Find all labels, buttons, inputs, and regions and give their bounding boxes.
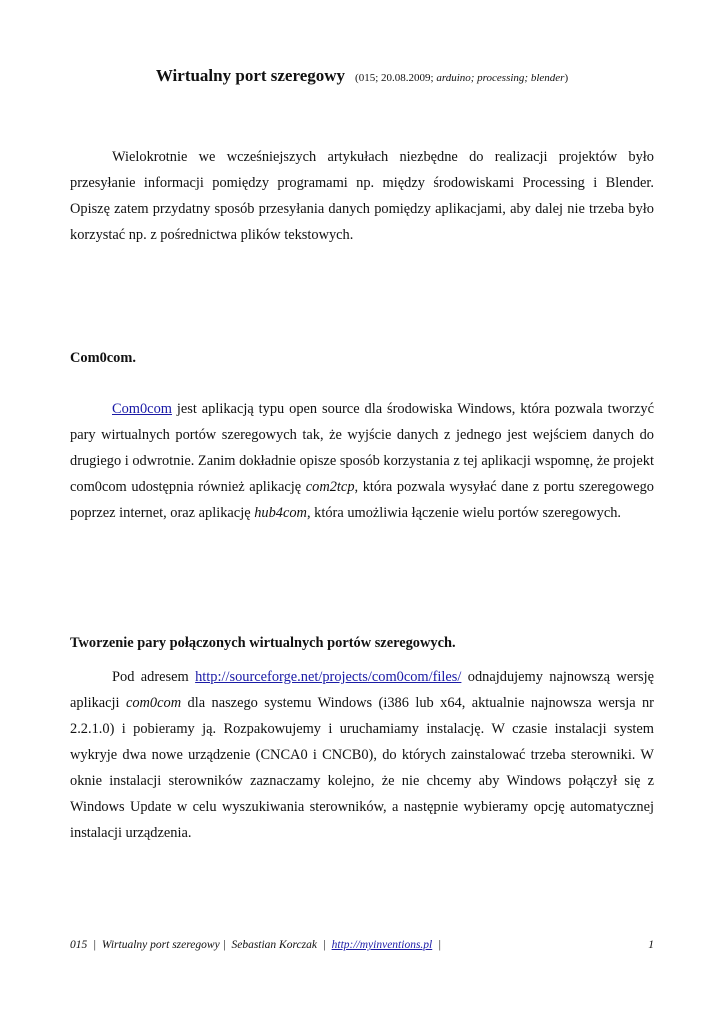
title-main: Wirtualny port szeregowy: [155, 66, 346, 85]
title-meta-tags: arduino; processing; blender: [436, 72, 565, 84]
footer-text: 015 | Wirtualny port szeregowy | Sebastian Korczak |: [70, 939, 332, 951]
document-title: [0, 66, 724, 86]
section1-text2: , która pozwala wysyłać dane z portu szeregowego poprzez internet, oraz aplikację: [70, 479, 654, 521]
section2-text3: dla naszego systemu Windows (i386 lub x64, aktualnie najnowsza wersja nr 2.2.1.0) i pobieramy ją. Rozpakowujemy i uruchamiamy instalację. W czasie instalacji system wykryje dwa nowe urządzenie (CNCA0 i CNCB0), do których zainstalować trzeba sterowniki. W oknie instalacji sterowników zaznaczamy kolejno, że nie chcemy aby Windows połączył się z Windows Update w celu wyszukiwania sterowników, a następnie wybieramy opcję automatycznej instalacji urządzenia.: [70, 695, 654, 841]
footer-link[interactable]: http://myinventions.pl: [331, 939, 433, 951]
section2-heading: Tworzenie pary połączonych wirtualnych portów szeregowych.: [70, 635, 456, 651]
section2-text1: Pod adresem: [112, 669, 196, 685]
page-footer: [70, 939, 654, 951]
section2-paragraph: [70, 664, 654, 846]
com0com-link[interactable]: Com0com: [112, 401, 172, 417]
footer-separator: |: [432, 939, 442, 951]
title-meta: [355, 72, 568, 84]
section1-heading: Com0com.: [70, 350, 136, 366]
sourceforge-link[interactable]: http://sourceforge.net/projects/com0com/files/: [195, 669, 462, 685]
section2-text2: odnajdujemy najnowszą wersję aplikacji: [70, 669, 654, 711]
title-meta-prefix: (015; 20.08.2009;: [355, 72, 437, 84]
section1-em2: hub4com: [254, 505, 307, 521]
intro-paragraph: Wielokrotnie we wcześniejszych artykułach niezbędne do realizacji projektów było przesyłanie informacji pomiędzy programami np. między środowiskami Processing i Blender. Opiszę zatem przydatny sposób przesyłania danych pomiędzy aplikacjami, aby dalej nie trzeba było korzystać np. z pośrednictwa plików tekstowych.: [70, 149, 654, 243]
page-number: 1: [648, 939, 654, 951]
title-meta-suffix: ): [564, 72, 569, 84]
section1-text3: , która umożliwia łączenie wielu portów szeregowych.: [306, 505, 622, 521]
section1-text1: jest aplikacją typu open source dla środowiska Windows, która pozwala tworzyć pary wirtualnych portów szeregowych tak, że wyjście danych z jednego jest wejściem danych do drugiego i odwrotnie. Zanim dokładnie opisze sposób korzystania z tej aplikacji wspomnę, że projekt com0com udostępnia również aplikację: [70, 401, 654, 495]
section2-em1: com0com: [125, 695, 182, 711]
section1-paragraph: [70, 396, 654, 526]
section1-em1: com2tcp: [305, 479, 355, 495]
